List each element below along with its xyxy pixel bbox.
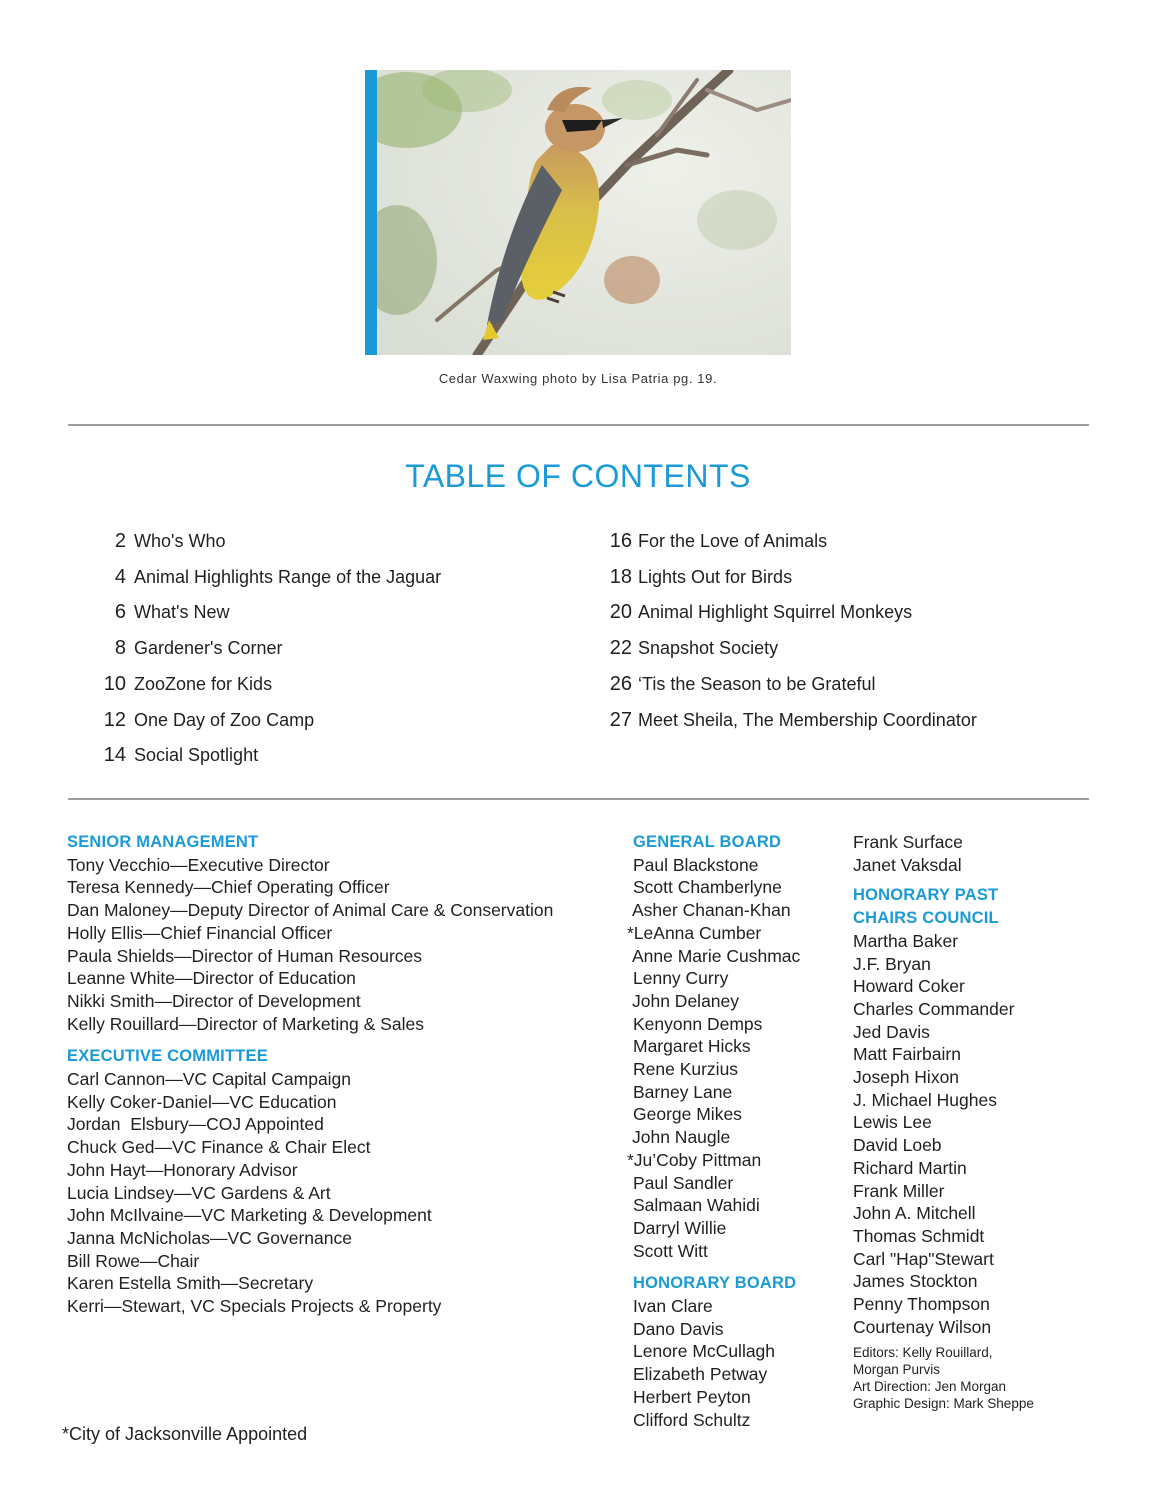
list-item: Karen Estella Smith—Secretary — [67, 1273, 314, 1294]
list-item: Dan Maloney—Deputy Director of Animal Care & Conservation — [67, 900, 554, 921]
list-item: Elizabeth Petway — [633, 1364, 768, 1385]
list-item: Lucia Lindsey—VC Gardens & Art — [67, 1182, 331, 1203]
top-divider — [68, 424, 1089, 426]
list-item: *LeAnna Cumber — [627, 922, 762, 943]
toc-page-number: 16 — [609, 530, 632, 552]
toc-item[interactable] — [606, 565, 792, 589]
executive-committee-heading: EXECUTIVE COMMITTEE — [67, 1047, 268, 1066]
toc-item-title: Gardener's Corner — [134, 638, 283, 658]
photo-caption: Cedar Waxwing photo by Lisa Patria pg. 19. — [438, 371, 718, 386]
toc-page-number: 20 — [609, 601, 632, 623]
toc-item[interactable] — [68, 636, 283, 660]
heading-line: HONORARY PAST — [853, 886, 999, 905]
executive-committee-list — [67, 1068, 607, 1318]
list-item: Tony Vecchio—Executive Director — [67, 854, 330, 875]
list-item: Scott Witt — [633, 1240, 708, 1261]
toc-item-title: One Day of Zoo Camp — [134, 710, 315, 730]
toc-item[interactable] — [68, 708, 314, 732]
toc-page-number: 12 — [103, 709, 126, 731]
list-item: Teresa Kennedy—Chief Operating Officer — [67, 877, 390, 898]
list-item: Herbert Peyton — [633, 1386, 751, 1407]
toc-page-number: 4 — [114, 566, 126, 588]
honorary-past-chairs-heading — [853, 884, 1073, 929]
credits-block — [853, 1344, 1073, 1412]
list-item: John Delaney — [632, 990, 740, 1011]
list-item: John A. Mitchell — [853, 1203, 976, 1224]
list-item: John Naugle — [632, 1127, 731, 1148]
list-item: Janet Vaksdal — [853, 854, 962, 875]
list-item: Chuck Ged—VC Finance & Chair Elect — [67, 1137, 371, 1158]
general-board-heading: GENERAL BOARD — [633, 833, 782, 851]
list-item: John McIlvaine—VC Marketing & Development — [67, 1205, 432, 1226]
art-direction-credit: Art Direction: Jen Morgan — [853, 1379, 1007, 1395]
honorary-board-list — [627, 1295, 827, 1431]
board-column — [627, 831, 827, 1431]
editors-credit: Editors: Kelly Rouillard, — [853, 1345, 993, 1361]
toc-page-number: 2 — [114, 530, 126, 552]
list-item: Carl "Hap"Stewart — [853, 1248, 994, 1269]
list-item: Kelly Coker-Daniel—VC Education — [67, 1091, 337, 1112]
toc-item[interactable] — [68, 743, 258, 767]
toc-page-number: 10 — [103, 673, 126, 695]
list-item: George Mikes — [633, 1104, 742, 1125]
toc-item-title: Meet Sheila, The Membership Coordinator — [638, 710, 977, 730]
photo-accent-bar — [365, 70, 377, 355]
toc-item[interactable] — [606, 636, 778, 660]
editors-credit-cont: Morgan Purvis — [853, 1362, 941, 1378]
list-item: Paul Blackstone — [633, 854, 759, 875]
honorary-board-heading: HONORARY BOARD — [633, 1274, 797, 1293]
toc-item-title: Animal Highlights Range of the Jaguar — [134, 567, 442, 587]
list-item: Thomas Schmidt — [853, 1225, 985, 1246]
list-item: Anne Marie Cushmac — [632, 945, 801, 966]
toc-item-title: Social Spotlight — [134, 745, 259, 765]
toc-item-title: ‘Tis the Season to be Grateful — [638, 674, 876, 694]
leadership-column — [67, 831, 607, 1318]
list-item: John Hayt—Honorary Advisor — [67, 1159, 298, 1180]
list-item: J. Michael Hughes — [853, 1089, 997, 1110]
toc-page-number: 18 — [609, 566, 632, 588]
toc-title: TABLE OF CONTENTS — [405, 458, 751, 494]
list-item: Darryl Willie — [633, 1217, 727, 1238]
list-item: Kelly Rouillard—Director of Marketing & Sales — [67, 1013, 424, 1034]
list-item: Joseph Hixon — [853, 1067, 960, 1088]
list-item: *Ju’Coby Pittman — [627, 1149, 762, 1170]
list-item: Ivan Clare — [633, 1296, 713, 1317]
toc-page-number: 14 — [103, 744, 126, 766]
toc-page-number: 6 — [114, 601, 126, 623]
toc-item-title: What's New — [134, 602, 230, 622]
toc-item-title: For the Love of Animals — [638, 531, 828, 551]
list-item: Matt Fairbairn — [853, 1044, 961, 1065]
toc-item-title: Who's Who — [134, 531, 226, 551]
list-item: Jed Davis — [853, 1021, 930, 1042]
list-item: Frank Surface — [853, 832, 963, 852]
list-item: Margaret Hicks — [633, 1036, 751, 1057]
toc-page-number: 22 — [609, 637, 632, 659]
toc-item-title: ZooZone for Kids — [134, 674, 273, 694]
senior-management-list — [67, 854, 607, 1036]
list-item: Asher Chanan-Khan — [632, 900, 791, 921]
list-item: Kerri—Stewart, VC Specials Projects & Property — [67, 1296, 442, 1317]
toc-page-number: 8 — [114, 637, 126, 659]
list-item: James Stockton — [853, 1271, 978, 1292]
list-item: Richard Martin — [853, 1157, 967, 1178]
list-item: Nikki Smith—Director of Development — [67, 990, 361, 1011]
list-item: Howard Coker — [853, 976, 965, 997]
list-item: Frank Miller — [853, 1180, 945, 1201]
toc-item[interactable] — [68, 529, 225, 553]
past-chairs-column — [853, 831, 1073, 1412]
heading-line: CHAIRS COUNCIL — [853, 909, 999, 928]
list-item: Carl Cannon—VC Capital Campaign — [67, 1069, 352, 1090]
toc-item-title: Animal Highlight Squirrel Monkeys — [638, 602, 913, 622]
toc-right-column — [606, 529, 1076, 739]
list-item: Bill Rowe—Chair — [67, 1250, 200, 1271]
list-item: Barney Lane — [633, 1081, 733, 1102]
list-item: J.F. Bryan — [853, 953, 931, 974]
toc-item[interactable] — [606, 672, 875, 696]
list-item: Penny Thompson — [853, 1294, 990, 1315]
toc-item[interactable] — [68, 600, 229, 624]
toc-item[interactable] — [606, 600, 912, 624]
list-item: Paula Shields—Director of Human Resources — [67, 945, 423, 966]
toc-left-column — [68, 529, 548, 769]
list-item: Leanne White—Director of Education — [67, 968, 356, 989]
toc-page-number: 26 — [609, 673, 632, 695]
list-item: Rene Kurzius — [633, 1059, 739, 1080]
toc-item[interactable] — [68, 672, 272, 696]
list-item: Dano Davis — [633, 1318, 724, 1339]
cover-photo — [365, 70, 791, 355]
senior-management-heading: SENIOR MANAGEMENT — [67, 833, 259, 851]
list-item: Courtenay Wilson — [853, 1316, 992, 1337]
graphic-design-credit: Graphic Design: Mark Sheppe — [853, 1396, 1034, 1412]
list-item: Martha Baker — [853, 930, 959, 951]
general-board-continued-list — [853, 831, 1073, 876]
list-item: Janna McNicholas—VC Governance — [67, 1227, 352, 1248]
toc-item[interactable] — [606, 708, 977, 732]
footnote: *City of Jacksonville Appointed — [62, 1424, 308, 1444]
bottom-divider — [68, 798, 1089, 800]
list-item: Holly Ellis—Chief Financial Officer — [67, 922, 333, 943]
toc-item-title: Snapshot Society — [638, 638, 779, 658]
list-item: Clifford Schultz — [633, 1409, 751, 1430]
toc-item[interactable] — [606, 529, 827, 553]
honorary-past-chairs-list — [853, 930, 1073, 1339]
list-item: Lewis Lee — [853, 1112, 932, 1133]
toc-item-title: Lights Out for Birds — [638, 567, 793, 587]
list-item: Paul Sandler — [633, 1172, 734, 1193]
toc-page-number: 27 — [609, 709, 632, 731]
list-item: Lenny Curry — [633, 968, 729, 989]
list-item: Kenyonn Demps — [633, 1013, 763, 1034]
list-item: Charles Commander — [853, 998, 1015, 1019]
list-item: David Loeb — [853, 1135, 942, 1156]
list-item: Scott Chamberlyne — [633, 877, 782, 898]
toc-item[interactable] — [68, 565, 441, 589]
list-item: Lenore McCullagh — [633, 1341, 776, 1362]
list-item: Salmaan Wahidi — [633, 1195, 760, 1216]
general-board-list — [627, 854, 827, 1263]
list-item: Jordan Elsbury—COJ Appointed — [67, 1114, 324, 1135]
cedar-waxwing-photo — [377, 70, 791, 355]
